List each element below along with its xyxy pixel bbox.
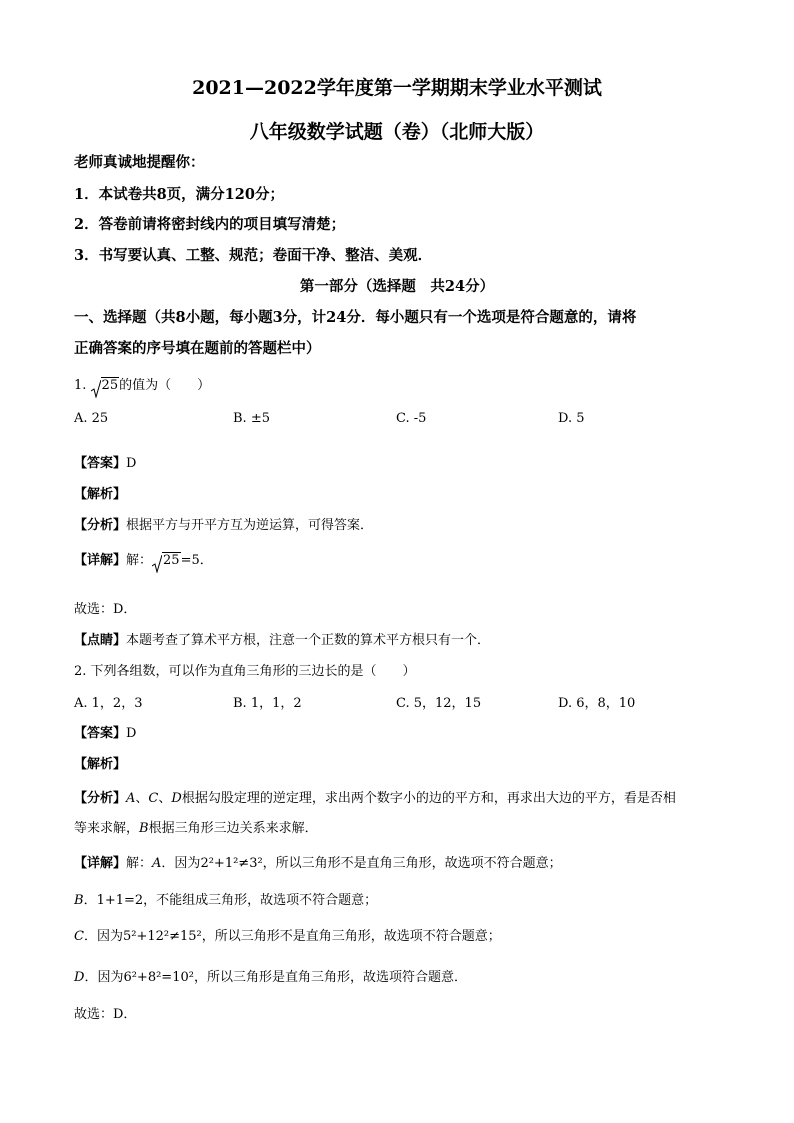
q2-option-a: A. 1，2，3 bbox=[74, 696, 143, 711]
q2-option-b: B. 1，1，2 bbox=[233, 696, 302, 711]
q1-option-d: D. 5 bbox=[558, 411, 585, 426]
radical-sign-icon bbox=[91, 380, 101, 398]
q1-answer: 【答案】D bbox=[74, 456, 137, 471]
q2-detail-b: B．1+1=2，不能组成三角形，故选项不符合题意； bbox=[74, 893, 378, 908]
q2-fenxi-line1: 【分析】A、C、D根据勾股定理的逆定理，求出两个数字小的边的平方和，再求出大边的平方，看是否相 bbox=[74, 791, 676, 806]
q2-stem: 2. 下列各组数，可以作为直角三角形的三边长的是（ ） bbox=[74, 664, 416, 679]
section-heading-line2: 正确答案的序号填在题前的答题栏中） bbox=[74, 340, 321, 357]
q1-fenxi: 【分析】根据平方与开平方互为逆运算，可得答案． bbox=[74, 518, 374, 533]
q2-option-d: D. 6，8，10 bbox=[558, 696, 636, 711]
section-heading-line1: 一、选择题（共8小题，每小题3分，计24分．每小题只有一个选项是符合题意的，请将 bbox=[74, 309, 637, 326]
q1-number: 1. bbox=[74, 378, 87, 393]
radical-sign-icon bbox=[152, 555, 162, 573]
page-title: 2021—2022学年度第一学期期末学业水平测试 bbox=[192, 77, 602, 99]
q1-option-a: A. 25 bbox=[74, 411, 109, 426]
q2-detail-d: D．因为6²+8²=10²，所以三角形是直角三角形，故选项符合题意． bbox=[74, 970, 467, 985]
q2-choose: 故选：D． bbox=[74, 1007, 137, 1022]
q1-choose: 故选：D． bbox=[74, 602, 137, 617]
q2-option-c: C. 5，12，15 bbox=[396, 696, 482, 711]
q2-answer: 【答案】D bbox=[74, 726, 137, 741]
notice-heading: 老师真诚地提醒你： bbox=[74, 154, 205, 171]
q1-stem: 1. 25的值为（ ） bbox=[74, 374, 210, 393]
q1-comment: 【点睛】本题考查了算术平方根，注意一个正数的算术平方根只有一个． bbox=[74, 633, 491, 648]
notice-item: 1．本试卷共8页，满分120分； bbox=[74, 186, 284, 203]
page-subtitle: 八年级数学试题（卷）（北师大版） bbox=[249, 121, 545, 143]
q1-option-b: B. ±5 bbox=[233, 411, 270, 426]
sqrt-expression: 25 bbox=[91, 378, 120, 393]
q1-analysis-label: 【解析】 bbox=[74, 487, 127, 502]
notice-item: 3．书写要认真、工整、规范；卷面干净、整洁、美观． bbox=[74, 247, 433, 264]
sqrt-expression: 25 bbox=[152, 553, 181, 568]
notice-item: 2．答卷前请将密封线内的项目填写清楚； bbox=[74, 216, 346, 233]
q2-fenxi-line2: 等来求解，B根据三角形三边关系来求解． bbox=[74, 821, 318, 836]
q2-detail-a: 【详解】解：A．因为2²+1²≠3²，所以三角形不是直角三角形，故选项不符合题意； bbox=[74, 856, 562, 871]
q1-option-c: C. -5 bbox=[396, 411, 427, 426]
part-heading: 第一部分（选择题 共24分） bbox=[299, 278, 495, 295]
q2-analysis-label: 【解析】 bbox=[74, 757, 127, 772]
q1-detail: 【详解】解： 25=5． bbox=[74, 549, 213, 568]
q2-detail-c: C．因为5²+12²≠15²，所以三角形不是直角三角形，故选项不符合题意； bbox=[74, 929, 501, 944]
